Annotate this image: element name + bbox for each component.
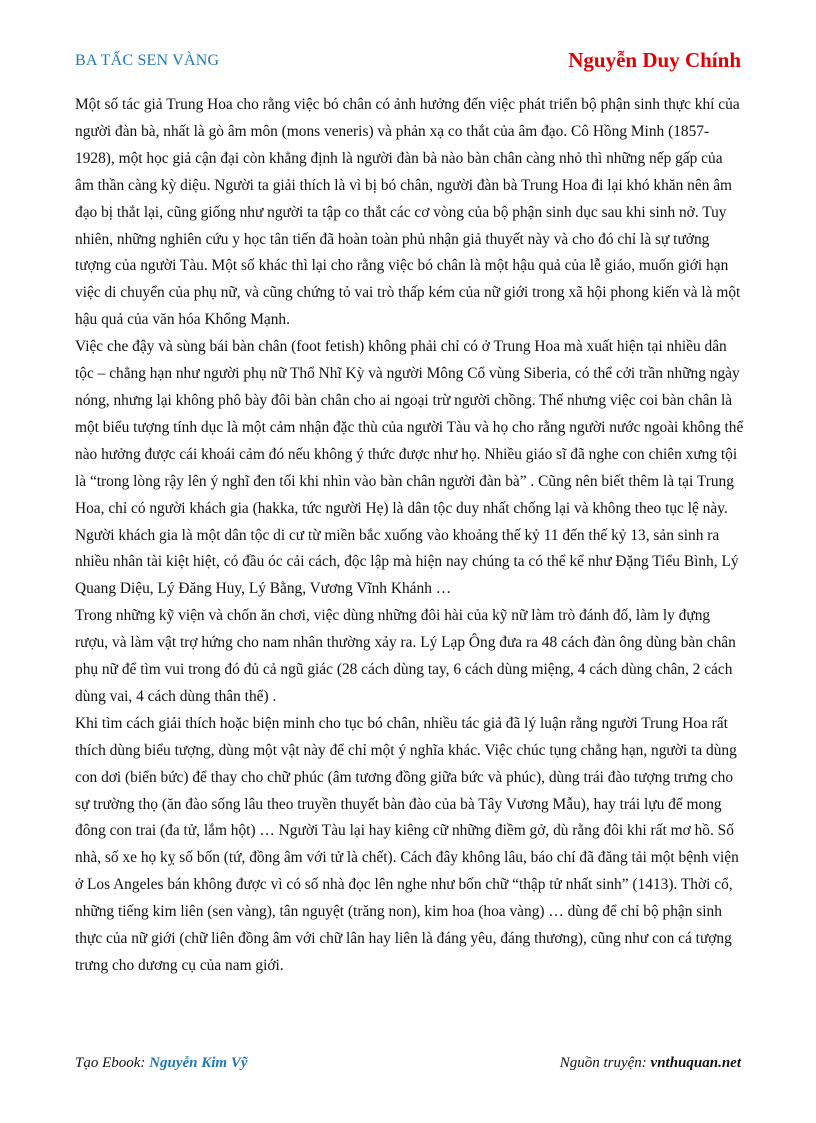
header-author: Nguyễn Duy Chính	[568, 48, 741, 72]
footer-ebook-author: Nguyễn Kim Vỹ	[149, 1055, 248, 1071]
footer-source-sep: :	[641, 1055, 651, 1071]
paragraph-2: Việc che đậy và sùng bái bàn chân (foot fetish) không phải chỉ có ở Trung Hoa mà xuất hiện tại nhiều dân tộc – chẳng hạn như người phụ nữ Thổ Nhĩ Kỳ và người Mông Cổ vùng Siberia, có thể cởi trần những ngày nóng, nhưng lại không phô bày đôi bàn chân cho ai ngoại trừ người chồng. Thế nhưng việc coi bàn chân là một biểu tượng tính dục là một cảm nhận đặc thù của người Tàu và họ cho rằng người nước ngoài không thể nào hưởng được cái khoái cảm đó nếu không ý thức được như họ. Nhiều giáo sĩ đã nghe con chiên xưng tội là “trong lòng rậy lên ý nghĩ đen tối khi nhìn vào bàn chân người đàn bà” . Cũng nên biết thêm là tại Trung Hoa, chỉ có người khách gia (hakka, tức người Hẹ) là dân tộc duy nhất chống lại và không theo tục lệ này. Người khách gia là một dân tộc di cư từ miền bắc xuống vào khoảng thế kỷ 11 đến thế kỷ 13, sản sinh ra nhiều nhân tài kiệt hiệt, có đầu óc cải cách, độc lập mà hiện nay chúng ta có thể kể như Đặng Tiểu Bình, Lý Quang Diệu, Lý Đăng Huy, Lý Bằng, Vương Vĩnh Khánh …	[75, 338, 744, 598]
footer-source-site: vnthuquan.net	[650, 1055, 741, 1071]
footer-ebook-label: Tạo Ebook	[75, 1055, 141, 1071]
header-book-title: BA TẤC SEN VÀNG	[75, 52, 220, 69]
document-body	[75, 92, 745, 980]
footer-source-label: Nguồn truyện	[559, 1055, 642, 1071]
paragraph-3: Trong những kỹ viện và chốn ăn chơi, việc dùng những đôi hài của kỹ nữ làm trò đánh đố, làm ly đựng rượu, và làm vật trợ hứng cho nam nhân thường xảy ra. Lý Lạp Ông đưa ra 48 cách đàn ông dùng bàn chân phụ nữ để tìm vui trong đó đủ cả ngũ giác (28 cách dùng tay, 6 cách dùng miệng, 4 cách dùng chân, 2 cách dùng vai, 4 cách dùng thân thể) .	[75, 607, 736, 705]
footer-ebook-credit	[75, 1055, 248, 1072]
footer-ebook-sep: :	[140, 1055, 150, 1071]
footer-source-credit	[560, 1055, 741, 1072]
paragraph-4: Khi tìm cách giải thích hoặc biện minh cho tục bó chân, nhiều tác giả đã lý luận rằng người Trung Hoa rất thích dùng biểu tượng, dùng một vật này để chỉ một ý nghĩa khác. Việc chúc tụng chẳng hạn, người ta dùng con dơi (biển bức) để thay cho chữ phúc (âm tương đồng giữa bức và phúc), dùng trái đào tượng trưng cho sự trường thọ (ăn đào sống lâu theo truyền thuyết bàn đào của bà Tây Vương Mẫu), hay trái lựu để mong đông con trai (đa tử, lắm hột) … Người Tàu lại hay kiêng cữ những điềm gở, dù rằng đôi khi rất mơ hồ. Số nhà, số xe họ kỵ số bốn (tứ, đồng âm với tử là chết). Cách đây không lâu, báo chí đã đăng tải một bệnh viện ở Los Angeles bán không được vì có số nhà đọc lên nghe như bốn chữ “thập tử nhất sinh” (1413). Thời cổ, những tiếng kim liên (sen vàng), tân nguyệt (trăng non), kim hoa (hoa vàng) … dùng để chỉ bộ phận sinh thực của nữ giới (chữ liên đồng âm với chữ lân hay liên là đáng yêu, đáng thương), cũng như con cá tượng trưng cho dương cụ của nam giới.	[75, 714, 739, 974]
paragraph-1: Một số tác giả Trung Hoa cho rằng việc bó chân có ảnh hưởng đến việc phát triển bộ phận sinh thực khí của người đàn bà, nhất là gò âm môn (mons veneris) và phản xạ co thắt của âm đạo. Cô Hồng Minh (1857-1928), một học giả cận đại còn khẳng định là người đàn bà nào bàn chân càng nhỏ thì những nếp gấp của âm thần càng kỳ diệu. Người ta giải thích là vì bị bó chân, người đàn bà Trung Hoa đi lại khó khăn nên âm đạo bị thắt lại, cũng giống như người ta tập co thắt các cơ vòng của bộ phận sinh dục sau khi sinh nở. Tuy nhiên, những nghiên cứu y học tân tiến đã hoàn toàn phủ nhận giả thuyết này và cho đó chỉ là sự tưởng tượng của người Tàu. Một số khác thì lại cho rằng việc bó chân là một hậu quả của lễ giáo, muốn giới hạn việc di chuyển của phụ nữ, và cũng chứng tỏ vai trò thấp kém của nữ giới trong xã hội phong kiến và là một hậu quả của văn hóa Khổng Mạnh.	[75, 96, 741, 329]
